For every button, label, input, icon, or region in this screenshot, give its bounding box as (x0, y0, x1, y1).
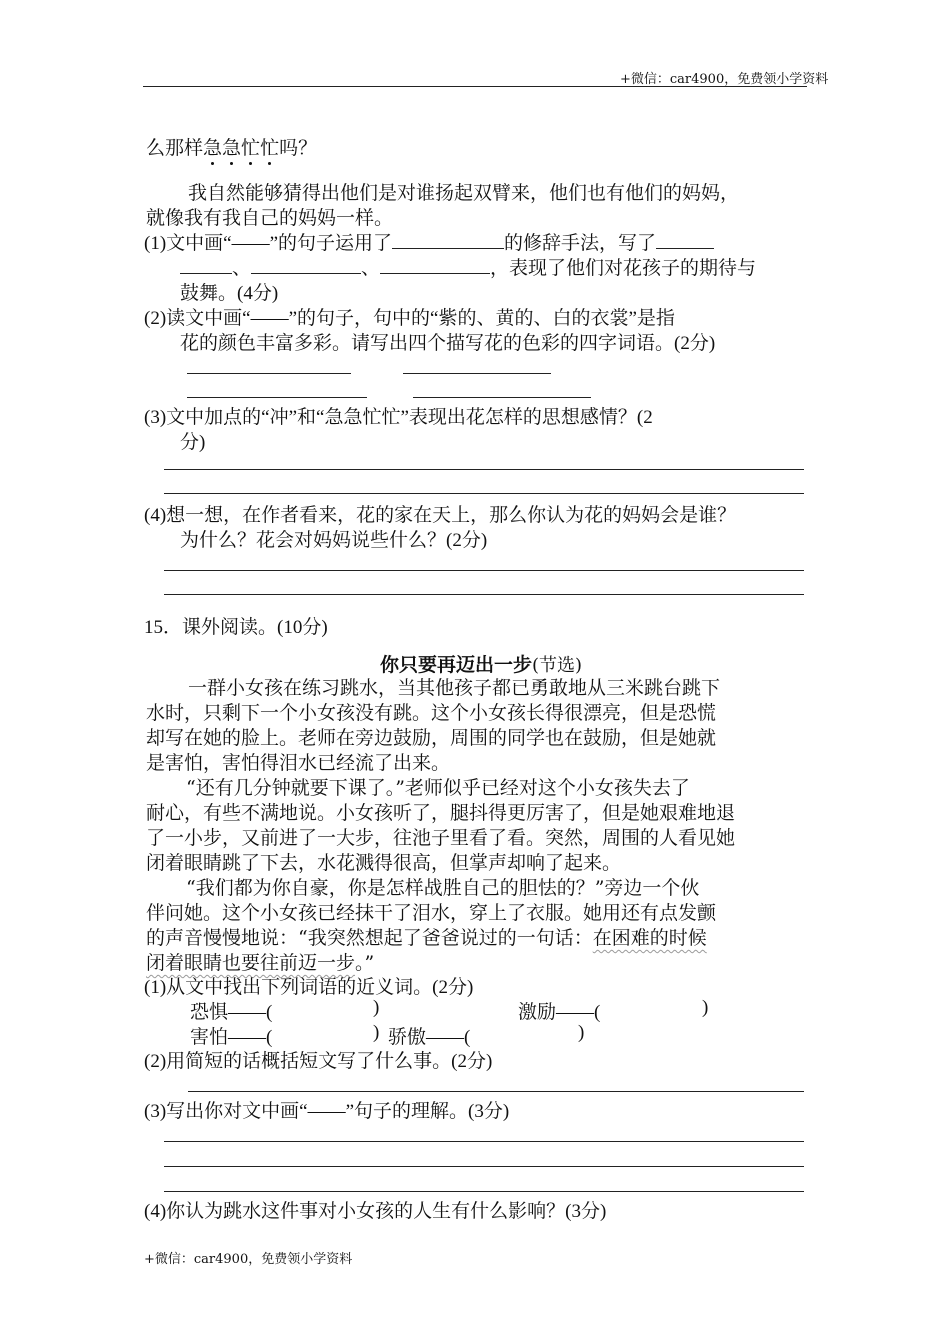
passage-line: “我们都为你自豪，你是怎样战胜自己的胆怯的？”旁边一个伙 (186, 877, 700, 899)
synonym-item: 恐惧——( (190, 1002, 273, 1023)
question-text: (1)文中画“——”的句子运用了 (144, 233, 393, 254)
footer-watermark: +微信：car4900，免费领小学资料 (144, 1252, 353, 1267)
synonym-close: ) (578, 1022, 585, 1043)
passage-line: 就像我有我自己的妈妈一样。 (146, 207, 394, 229)
answer-line[interactable] (164, 1141, 804, 1142)
passage-line: “还有几分钟就要下课了。”老师似乎已经对这个小女孩失去了 (186, 777, 690, 799)
dotted-char: 急 (203, 137, 223, 159)
answer-line[interactable] (164, 469, 804, 470)
title-note: (节选) (532, 655, 583, 676)
answer-line[interactable] (164, 1166, 804, 1167)
passage-line (146, 923, 707, 950)
synonym-close: ) (373, 1022, 380, 1043)
synonym-close: ) (373, 997, 380, 1018)
passage-line: 我自然能够猜得出他们是对谁扬起双臂来，他们也有他们的妈妈， (188, 182, 740, 204)
dotted-char: 急 (222, 137, 242, 159)
answer-line[interactable] (187, 397, 367, 398)
dotted-char: 忙 (241, 137, 261, 159)
question-3: (3)文中加点的“冲”和“急急忙忙”表现出花怎样的思想感情？(2 (144, 407, 653, 428)
answer-blank[interactable] (380, 255, 490, 274)
answer-line[interactable] (164, 1191, 804, 1192)
wavy-underlined-text: 闭着眼睛也要往前迈一步 (146, 952, 356, 974)
answer-line[interactable] (164, 570, 804, 571)
question-text: 的修辞手法，写了 (504, 233, 657, 254)
passage-text: 的声音慢慢地说：“我突然想起了爸爸说过的一句话： (146, 927, 593, 949)
synonym-item: 激励——( (518, 1002, 601, 1023)
passage-line: 伴问她。这个小女孩已经抹干了泪水，穿上了衣服。她用还有点发颤 (146, 902, 717, 924)
synonym-item: 骄傲——( (388, 1027, 471, 1048)
question-3-cont: 分) (180, 432, 206, 453)
passage-text: 么那样 (146, 137, 204, 159)
title-text: 你只要再迈出一步 (380, 654, 533, 676)
passage-line: 是害怕，害怕得泪水已经流了出来。 (146, 752, 451, 774)
question-1-cont (180, 253, 756, 280)
passage-text: 吗？ (279, 137, 318, 159)
q15-question-1: (1)从文中找出下列词语的近义词。(2分) (144, 977, 474, 998)
question-4-cont: 为什么？花会对妈妈说些什么？(2分) (180, 530, 488, 551)
question-1 (144, 228, 714, 255)
answer-line[interactable] (413, 397, 591, 398)
passage-line: 耐心，有些不满地说。小女孩听了，腿抖得更厉害了，但是她艰难地退 (146, 802, 736, 824)
answer-line[interactable] (187, 373, 351, 374)
question-text: ，表现了他们对花孩子的期待与 (490, 258, 757, 279)
passage-line: 一群小女孩在练习跳水，当其他孩子都已勇敢地从三米跳台跳下 (188, 677, 721, 699)
answer-line[interactable] (188, 1091, 804, 1092)
header-rule (143, 86, 807, 87)
answer-line[interactable] (164, 493, 804, 494)
passage-fragment (146, 133, 317, 160)
passage-text: 。” (355, 952, 375, 974)
answer-blank[interactable] (392, 230, 504, 249)
q15-question-3: (3)写出你对文中画“——”句子的理解。(3分) (144, 1101, 510, 1122)
question-text: 、 (361, 258, 381, 279)
answer-blank[interactable] (251, 255, 361, 274)
question-1-points: 鼓舞。(4分) (180, 283, 279, 304)
answer-line[interactable] (164, 594, 804, 595)
passage-line (146, 948, 374, 975)
answer-line[interactable] (403, 373, 551, 374)
synonym-item: 害怕——( (190, 1027, 273, 1048)
passage-line: 闭着眼睛跳了下去，水花溅得很高，但掌声却响了起来。 (146, 852, 622, 874)
answer-blank[interactable] (656, 230, 714, 249)
answer-blank[interactable] (180, 255, 232, 274)
passage-line: 水时，只剩下一个小女孩没有跳。这个小女孩长得很漂亮，但是恐慌 (146, 702, 717, 724)
question-4: (4)想一想，在作者看来，花的家在天上，那么你认为花的妈妈会是谁？ (144, 505, 737, 526)
q15-question-4: (4)你认为跳水这件事对小女孩的人生有什么影响？(3分) (144, 1201, 607, 1222)
question-2-cont: 花的颜色丰富多彩。请写出四个描写花的色彩的四字词语。(2分) (180, 333, 716, 354)
q15-question-2: (2)用简短的话概括短文写了什么事。(2分) (144, 1051, 493, 1072)
dotted-words (203, 137, 279, 159)
dotted-char: 忙 (260, 137, 280, 159)
question-text: 、 (232, 258, 252, 279)
wavy-underlined-text: 在困难的时候 (592, 927, 707, 949)
question-2: (2)读文中画“——”的句子，句中的“紫的、黄的、白的衣裳”是指 (144, 308, 675, 329)
header-watermark: +微信：car4900，免费领小学资料 (620, 72, 829, 87)
passage-line: 却写在她的脸上。老师在旁边鼓励，周围的同学也在鼓励，但是她就 (146, 727, 717, 749)
section-heading: 15．课外阅读。(10分) (144, 617, 328, 638)
passage-line: 了一小步，又前进了一大步，往池子里看了看。突然，周围的人看见她 (146, 827, 736, 849)
synonym-close: ) (702, 997, 709, 1018)
